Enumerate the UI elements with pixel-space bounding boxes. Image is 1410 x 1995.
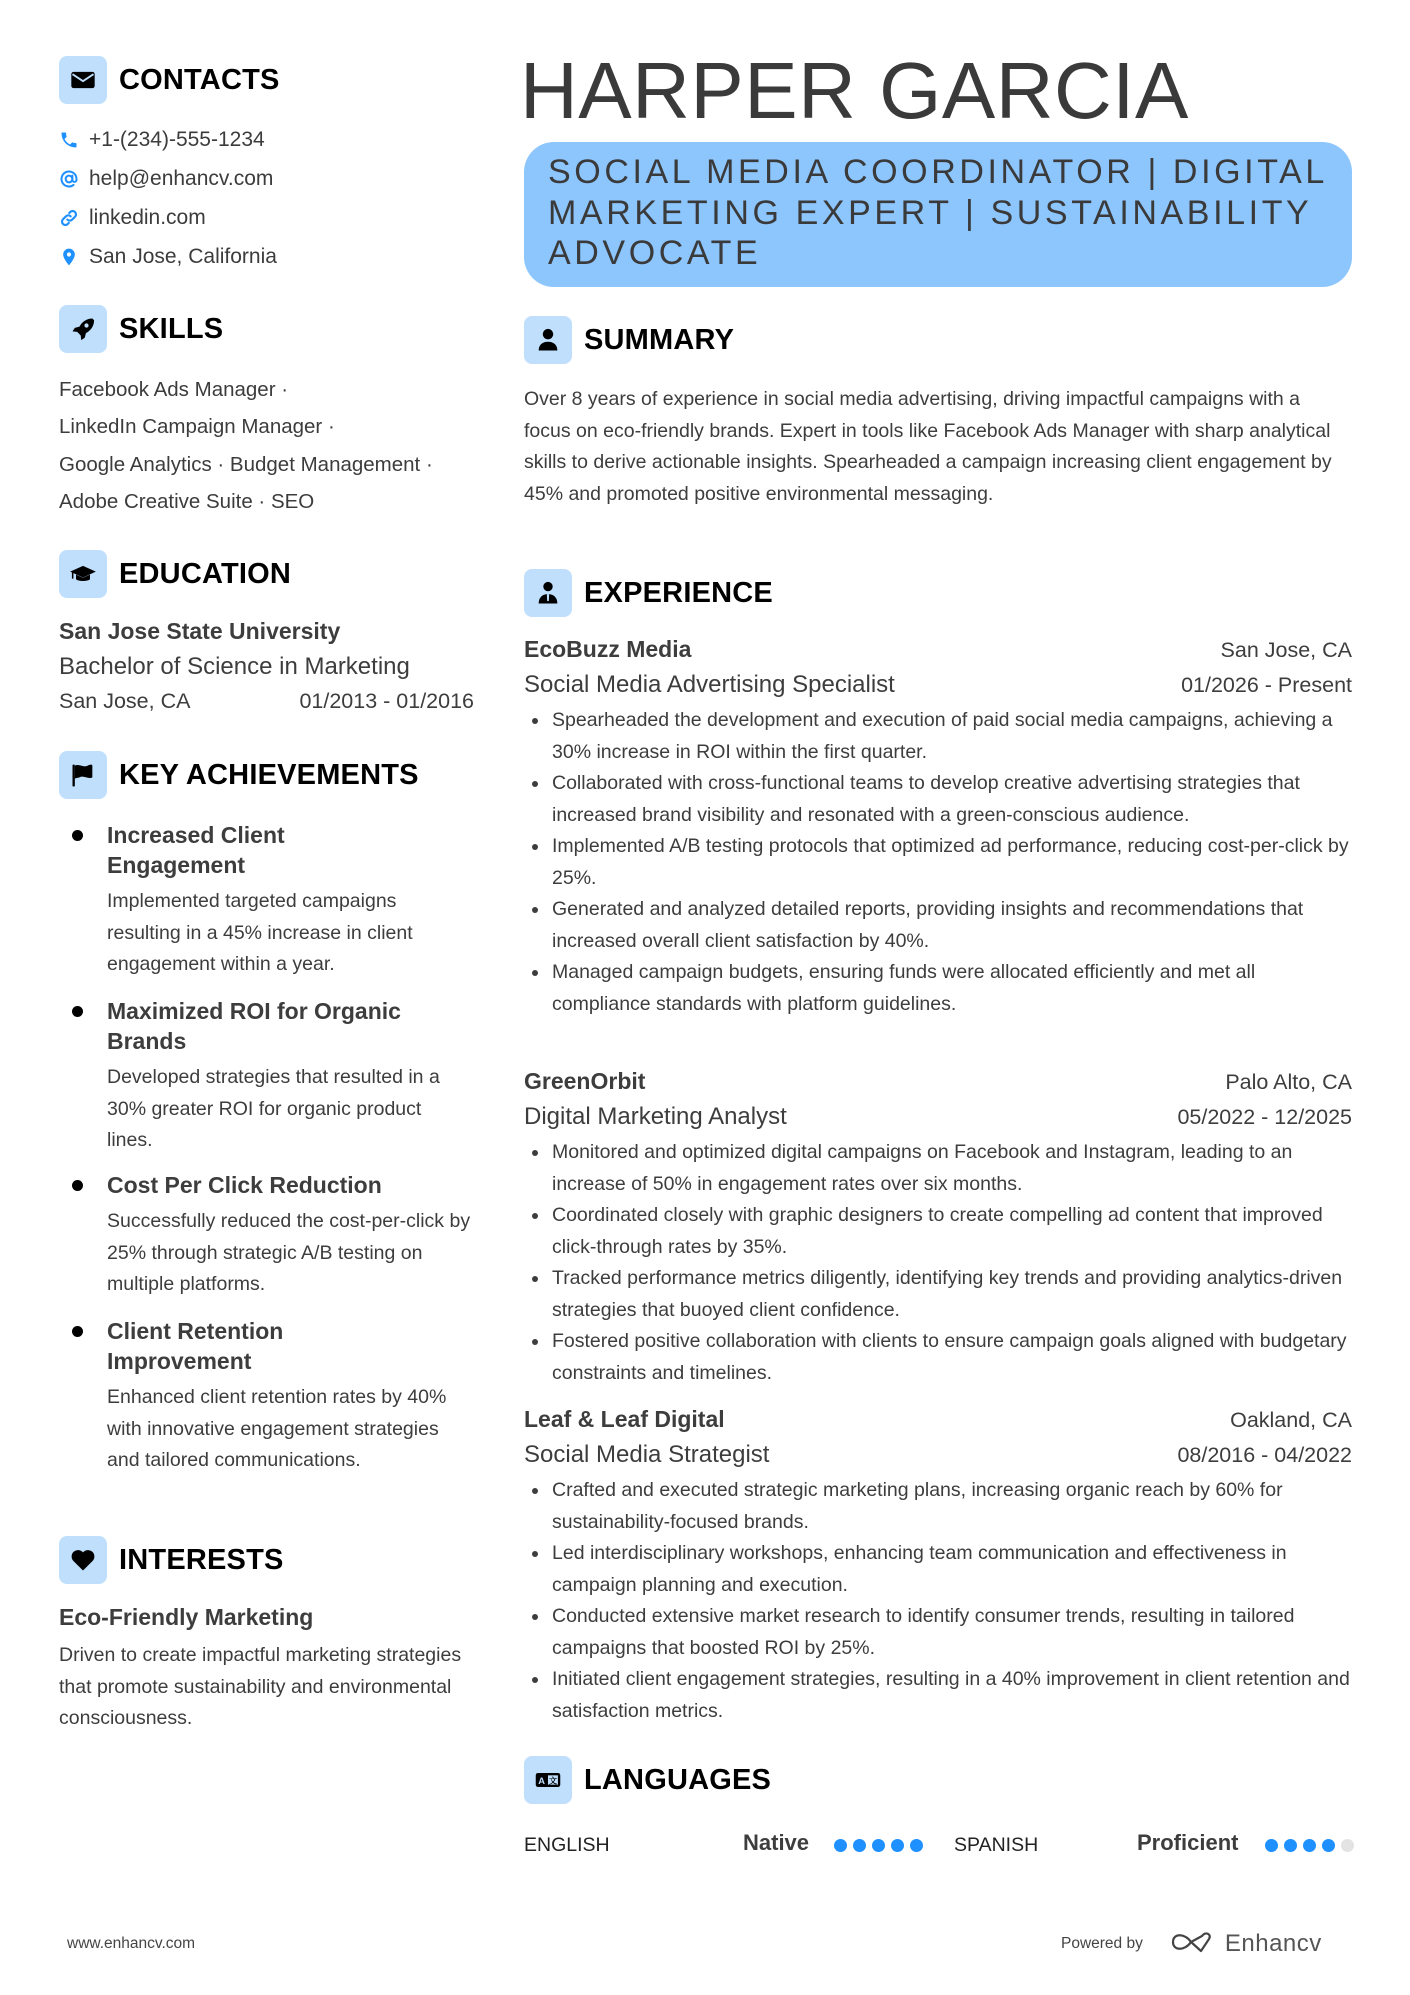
- job-company: EcoBuzz Media: [524, 636, 692, 662]
- achievements-heading: KEY ACHIEVEMENTS: [119, 758, 419, 791]
- job-location: San Jose, CA: [1220, 638, 1352, 662]
- headline-line: MARKETING EXPERT | SUSTAINABILITY: [548, 193, 1313, 232]
- summary-heading: SUMMARY: [584, 323, 735, 356]
- experience-section-header: [524, 569, 773, 617]
- education-heading: EDUCATION: [119, 557, 292, 590]
- skill-line: Adobe Creative Suite · SEO: [59, 490, 315, 513]
- job-bullets: [524, 1137, 1352, 1389]
- job-bullet: Crafted and executed strategic marketing plans, increasing organic reach by 60% for sustainability-focused brands.: [524, 1475, 1352, 1538]
- graduation-cap-icon: [59, 550, 107, 598]
- skills-heading: SKILLS: [119, 312, 224, 345]
- contact-location-text: San Jose, California: [89, 245, 277, 268]
- language-item: [954, 1830, 1038, 1860]
- interests-heading: INTERESTS: [119, 1543, 284, 1576]
- job-bullet: Monitored and optimized digital campaigns on Facebook and Instagram, leading to an increase of 50% in engagement rates over six months.: [524, 1137, 1352, 1200]
- languages-heading: LANGUAGES: [584, 1763, 772, 1796]
- skill-line: Google Analytics · Budget Management ·: [59, 453, 433, 476]
- rating-dot-filled: [853, 1839, 866, 1852]
- language-level: Native: [743, 1830, 810, 1855]
- summary-section-header: [524, 316, 734, 364]
- envelope-icon: [59, 56, 107, 104]
- footer-website[interactable]: www.enhancv.com: [67, 1935, 196, 1952]
- language-item: [524, 1830, 610, 1860]
- rating-dot-filled: [910, 1839, 923, 1852]
- rating-dot-filled: [1322, 1839, 1335, 1852]
- education-section-header: [59, 550, 291, 598]
- job-role: Social Media Strategist: [524, 1441, 770, 1468]
- contact-email[interactable]: [59, 167, 273, 191]
- achievement-desc: Developed strategies that resulted in a 30% greater ROI for organic product lines.: [107, 1066, 440, 1151]
- education-school: San Jose State University: [59, 618, 341, 644]
- job-bullet: Spearheaded the development and execution of paid social media campaigns, achieving a 30% increase in ROI within the first quarter.: [524, 705, 1352, 768]
- job-bullet: Conducted extensive market research to identify consumer trends, resulting in tailored campaigns that boosted ROI by 25%.: [524, 1601, 1352, 1664]
- job-dates: 01/2026 - Present: [1181, 673, 1352, 697]
- rating-dot-filled: [1265, 1839, 1278, 1852]
- achievement-item: [59, 996, 479, 1157]
- headline-line: ADVOCATE: [548, 234, 762, 272]
- job-bullet: Initiated client engagement strategies, resulting in a 40% improvement in client retention and satisfaction metrics.: [524, 1664, 1352, 1727]
- headline-line: SOCIAL MEDIA COORDINATOR | DIGITAL: [548, 153, 1328, 191]
- achievement-item: [59, 1316, 479, 1477]
- contact-email-text: help@enhancv.com: [89, 167, 274, 190]
- translate-icon: [524, 1756, 572, 1804]
- languages-section-header: [524, 1756, 771, 1804]
- phone-icon: [59, 129, 79, 151]
- achievement-title: Increased Client Engagement: [107, 822, 285, 878]
- enhancv-logo-icon: [1169, 1929, 1215, 1960]
- footer-branding: [1061, 1924, 1322, 1964]
- skills-section-header: [59, 305, 223, 353]
- job-company: Leaf & Leaf Digital: [524, 1406, 725, 1432]
- powered-by-label: Powered by: [1061, 1935, 1143, 1952]
- job-bullet: Managed campaign budgets, ensuring funds were allocated efficiently and met all compliance standards with platform guidelines.: [524, 957, 1352, 1020]
- job-location: Oakland, CA: [1230, 1408, 1352, 1432]
- headline-banner: [524, 142, 1352, 287]
- svg-text:文: 文: [548, 1776, 557, 1786]
- rating-dot-filled: [1303, 1839, 1316, 1852]
- interests-section-header: [59, 1536, 284, 1584]
- rating-dot-filled: [872, 1839, 885, 1852]
- achievement-desc: Implemented targeted campaigns resulting in a 45% increase in client engagement within a year.: [107, 890, 413, 975]
- job-bullet: Led interdisciplinary workshops, enhancing team communication and effectiveness in campaign planning and execution.: [524, 1538, 1352, 1601]
- location-pin-icon: [59, 246, 79, 268]
- achievement-title: Client Retention Improvement: [107, 1318, 284, 1374]
- language-rating: [834, 1839, 923, 1852]
- user-icon: [524, 316, 572, 364]
- heart-icon: [59, 1536, 107, 1584]
- rating-dot-filled: [891, 1839, 904, 1852]
- businessman-icon: [524, 569, 572, 617]
- job-bullet: Tracked performance metrics diligently, identifying key trends and providing analytics-driven strategies that buoyed client confidence.: [524, 1263, 1352, 1326]
- job-bullets: [524, 1475, 1352, 1727]
- job-role: Social Media Advertising Specialist: [524, 671, 895, 698]
- language-level: Proficient: [1137, 1830, 1239, 1855]
- job-bullets: [524, 705, 1352, 1020]
- education-meta: [59, 689, 474, 714]
- contacts-heading: CONTACTS: [119, 63, 280, 96]
- bullet-icon: [72, 1180, 83, 1191]
- language-name: SPANISH: [954, 1833, 1039, 1856]
- contact-phone[interactable]: [59, 128, 265, 152]
- languages-list: [524, 1830, 1352, 1860]
- contact-location: [59, 245, 277, 269]
- bullet-icon: [72, 1006, 83, 1017]
- achievement-desc: Enhanced client retention rates by 40% with innovative engagement strategies and tailored communications.: [107, 1386, 447, 1471]
- rating-dot-filled: [1284, 1839, 1297, 1852]
- rating-dot-filled: [834, 1839, 847, 1852]
- achievement-title: Cost Per Click Reduction: [107, 1172, 382, 1198]
- job-entry: [524, 632, 1352, 1020]
- achievement-title: Maximized ROI for Organic Brands: [107, 998, 401, 1054]
- job-bullet: Generated and analyzed detailed reports, providing insights and recommendations that increased overall client satisfaction by 40%.: [524, 894, 1352, 957]
- achievement-item: [59, 820, 479, 981]
- job-role: Digital Marketing Analyst: [524, 1103, 787, 1130]
- job-dates: 08/2016 - 04/2022: [1177, 1443, 1352, 1467]
- contacts-section-header: [59, 56, 280, 104]
- job-entry: [524, 1402, 1352, 1727]
- education-dates: 01/2013 - 01/2016: [299, 689, 474, 713]
- job-entry: [524, 1064, 1352, 1389]
- brand-name: Enhancv: [1224, 1930, 1322, 1957]
- bullet-icon: [72, 830, 83, 841]
- education-location: San Jose, CA: [59, 689, 191, 713]
- achievement-desc: Successfully reduced the cost-per-click by 25% through strategic A/B testing on multiple platforms.: [107, 1210, 471, 1295]
- summary-text: Over 8 years of experience in social media advertising, driving impactful campaigns with a focus on eco-friendly brands. Expert in tools like Facebook Ads Manager with sharp analytical skills to derive actionable insights. Spearheaded a campaign increasing client engagement by 45% and promoted positive environmental messaging.: [524, 388, 1332, 505]
- flag-icon: [59, 751, 107, 799]
- language-rating: [1265, 1839, 1354, 1852]
- job-bullet: Implemented A/B testing protocols that optimized ad performance, reducing cost-per-click by 25%.: [524, 831, 1352, 894]
- at-icon: [59, 168, 79, 190]
- language-name: ENGLISH: [524, 1833, 610, 1856]
- experience-heading: EXPERIENCE: [584, 576, 773, 609]
- job-dates: 05/2022 - 12/2025: [1177, 1105, 1352, 1129]
- bullet-icon: [72, 1326, 83, 1337]
- job-location: Palo Alto, CA: [1225, 1070, 1352, 1094]
- job-bullet: Coordinated closely with graphic designers to create compelling ad content that improved click-through rates by 35%.: [524, 1200, 1352, 1263]
- achievement-item: [59, 1170, 479, 1301]
- job-bullet: Collaborated with cross-functional teams to develop creative advertising strategies that increased brand visibility and resonated with a green-conscious audience.: [524, 768, 1352, 831]
- job-bullet: Fostered positive collaboration with clients to ensure campaign goals aligned with budgetary constraints and timelines.: [524, 1326, 1352, 1389]
- contact-phone-text: +1-(234)-555-1234: [89, 128, 265, 151]
- svg-text:A: A: [538, 1776, 545, 1787]
- contact-linkedin-text: linkedin.com: [89, 206, 206, 229]
- skill-line: LinkedIn Campaign Manager ·: [59, 415, 335, 438]
- achievements-section-header: [59, 751, 419, 799]
- education-degree: Bachelor of Science in Marketing: [59, 653, 410, 680]
- interest-title: Eco-Friendly Marketing: [59, 1604, 314, 1630]
- rating-dot-empty: [1341, 1839, 1354, 1852]
- contact-linkedin[interactable]: [59, 206, 206, 230]
- rocket-icon: [59, 305, 107, 353]
- skill-line: Facebook Ads Manager ·: [59, 378, 289, 401]
- interest-desc: Driven to create impactful marketing strategies that promote sustainability and environmental consciousness.: [59, 1644, 462, 1729]
- link-icon: [59, 207, 79, 229]
- candidate-name: HARPER GARCIA: [520, 46, 1189, 135]
- job-company: GreenOrbit: [524, 1068, 646, 1094]
